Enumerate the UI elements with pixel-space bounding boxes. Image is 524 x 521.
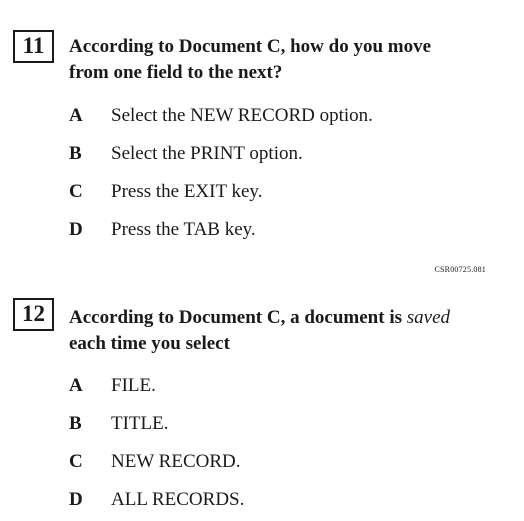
option-letter: D xyxy=(69,219,83,240)
option-text: Select the PRINT option. xyxy=(111,143,303,164)
option-a[interactable] xyxy=(69,374,156,398)
option-letter: B xyxy=(69,413,82,434)
option-text: ALL RECORDS. xyxy=(111,489,245,510)
option-c[interactable] xyxy=(69,450,240,474)
option-a[interactable] xyxy=(69,104,373,128)
option-b[interactable] xyxy=(69,142,303,166)
option-b[interactable] xyxy=(69,412,169,436)
option-letter: A xyxy=(69,105,83,126)
option-c[interactable] xyxy=(69,180,262,204)
question-number: 11 xyxy=(13,30,54,63)
stem-line: from one field to the next? xyxy=(69,62,283,83)
option-text: Press the EXIT key. xyxy=(111,181,263,202)
option-text: NEW RECORD. xyxy=(111,451,241,472)
option-text: Press the TAB key. xyxy=(111,219,256,240)
stem-line: each time you select xyxy=(69,333,230,354)
stem-emphasis: saved xyxy=(406,307,451,328)
stem-line xyxy=(69,305,519,331)
stem-text: According to Document C, a document is xyxy=(69,307,407,328)
option-text: TITLE. xyxy=(111,413,169,434)
option-text: FILE. xyxy=(111,375,156,396)
option-letter: A xyxy=(69,375,83,396)
question-number: 12 xyxy=(13,298,54,331)
option-letter: B xyxy=(69,143,82,164)
option-d[interactable] xyxy=(69,218,256,242)
option-d[interactable] xyxy=(69,488,244,512)
item-code: CSR00725.081 xyxy=(434,265,486,274)
stem-line: According to Document C, how do you move xyxy=(69,36,432,57)
option-text: Select the NEW RECORD option. xyxy=(111,105,373,126)
option-letter: C xyxy=(69,451,83,472)
option-letter: C xyxy=(69,181,83,202)
option-letter: D xyxy=(69,489,83,510)
question-stem xyxy=(69,305,519,357)
question-stem xyxy=(69,34,519,86)
